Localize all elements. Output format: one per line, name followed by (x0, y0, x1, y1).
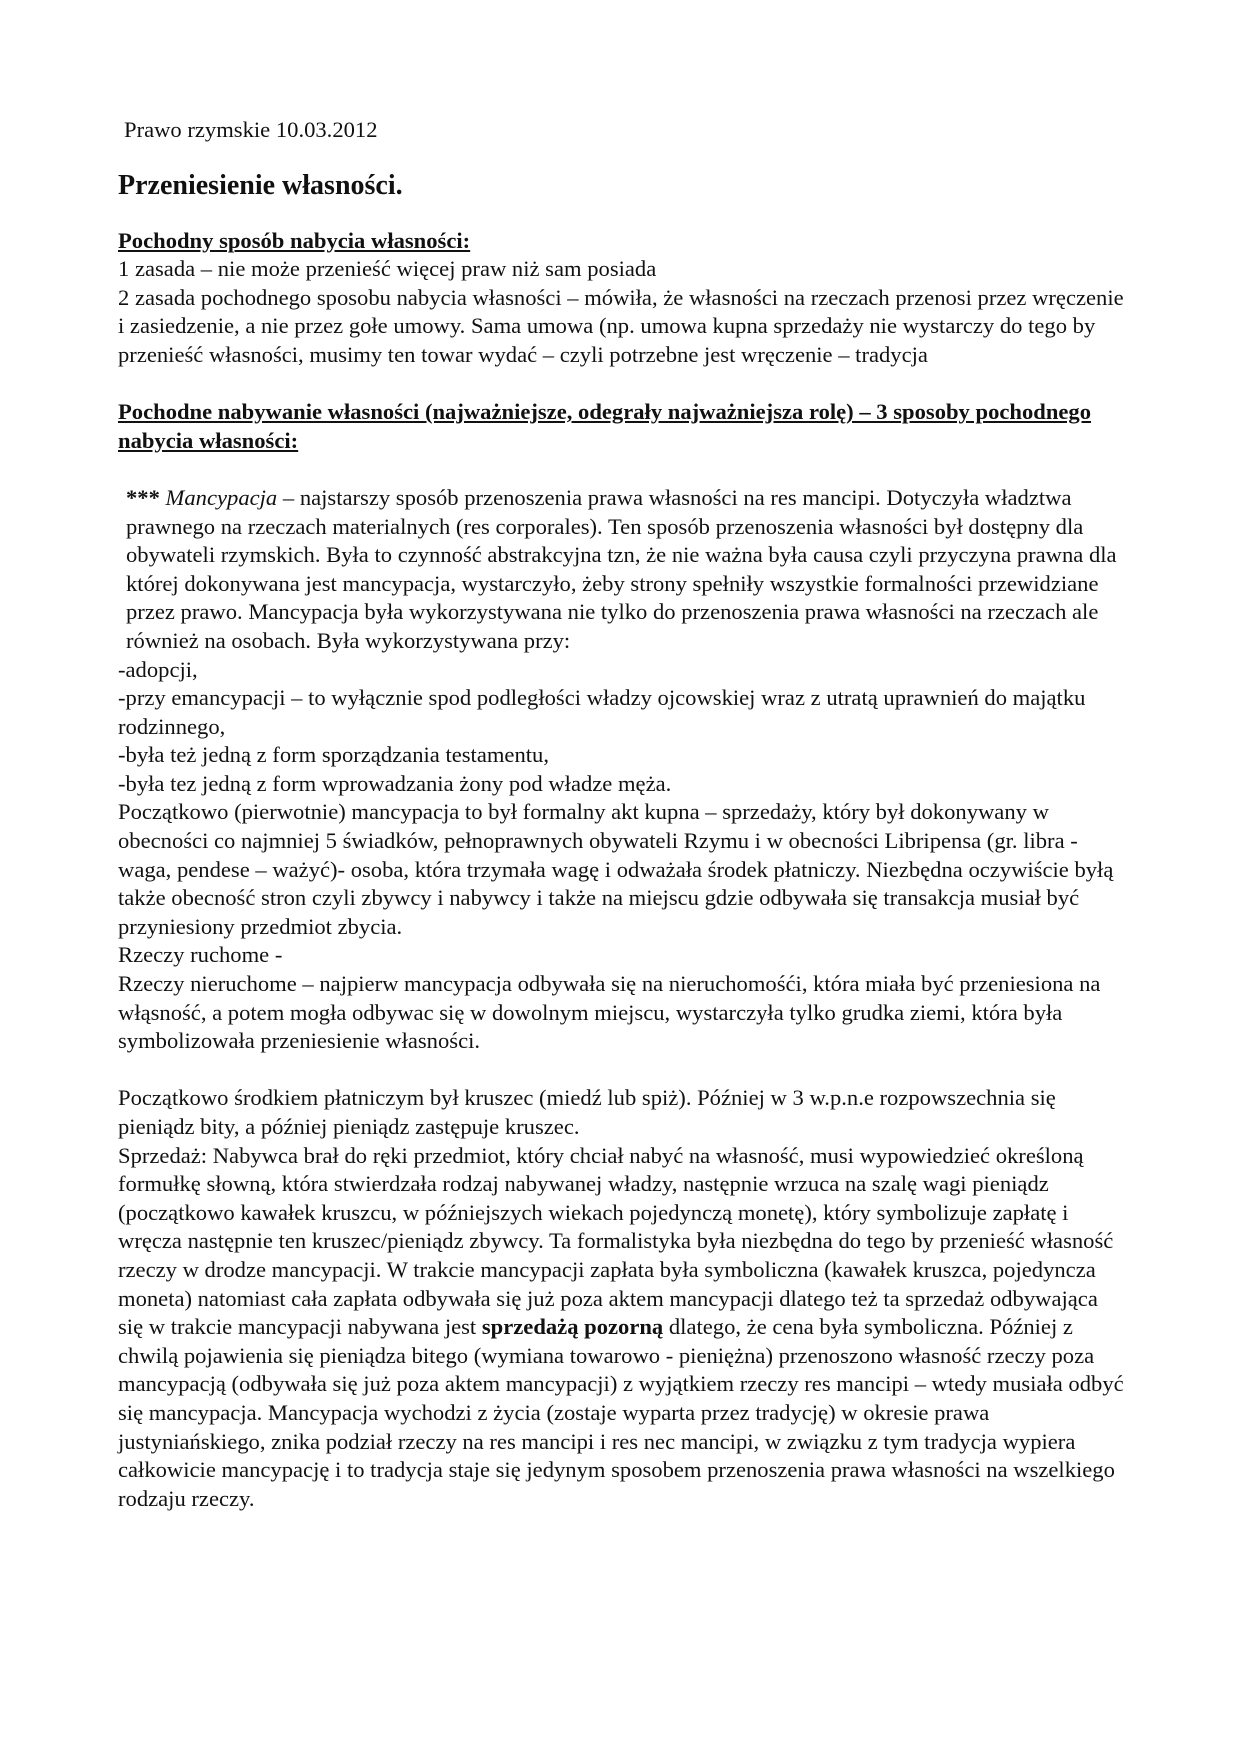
stars-marker: *** (126, 484, 160, 510)
spacer (118, 1056, 1128, 1085)
paragraph-payment-means: Początkowo środkiem płatniczym był kruszec (miedź lub spiż). Później w 3 w.p.n.e rozpowszechnia się pieniądz bity, a później pieniądz zastępuje kruszec. (118, 1085, 1056, 1139)
document-content (118, 116, 1128, 1513)
use-item-wife: -była tez jedną z form wprowadzania żony pod władze męża. (118, 770, 672, 796)
immovable-things: Rzeczy nieruchome – najpierw mancypacja odbywała się na nieruchomośći, która miała być przeniesiona na włąsność, a potem mogła odbywac się w dowolnym miejscu, wystarczyła tylko grudka ziemi, która była symbolizowała przeniesienie własności. (118, 971, 1101, 1054)
section-heading-derivative-acquisition: Pochodne nabywanie własności (najważniejsze, odegrały najważniejsza rolę) – 3 sposoby pochodnego nabycia własności: (118, 399, 1092, 453)
mancypacja-intro: – najstarszy sposób przenoszenia prawa własności na res mancipi. Dotyczyła władztwa prawnego na rzeczach materialnych (res corporales). Ten sposób przenoszenia własności był dostępny dla obywateli rzymskich. Była to czynność abstrakcyjna tzn, że nie ważna była causa czyli przyczyna prawna dla której dokonywana jest mancypacja, wystarczyło, żeby strony spełniły wszystkie formalności przewidziane przez prawo. Mancypacja była wykorzystywana nie tylko do przenoszenia prawa własności na rzeczach ale również na osobach. Była wykorzystywana przy: (126, 484, 1117, 653)
paragraph-initially: Początkowo (pierwotnie) mancypacja to był formalny akt kupna – sprzedaży, który był dokonywany w obecności co najmniej 5 świadków, pełnoprawnych obywateli Rzymu i w obecności Libripensa (gr. libra - waga, pendese – ważyć)- osoba, która trzymała wagę i odważała środek płatniczy. Niezbędna oczywiście byłą także obecność stron czyli zbywcy i nabywcy i także na miejscu gdzie odbywała się transakcja musiał być przyniesiony przedmiot zbycia. (118, 799, 1114, 939)
use-item-adoption: -adopcji, (118, 656, 198, 682)
rule-line-2: 2 zasada pochodnego sposobu nabycia własności – mówiła, że własności na rzeczach przenosi przez wręczenie i zasiedzenie, a nie przez gołe umowy. Sama umowa (np. umowa kupna sprzedaży nie wystarczy do tego by przenieść własności, musimy ten towar wydać – czyli potrzebne jest wręczenie – tradycja (118, 284, 1124, 367)
spacer (118, 370, 1128, 399)
document-header: Prawo rzymskie 10.03.2012 (124, 117, 378, 142)
paragraph-sale (118, 1142, 1128, 1514)
term-mancypacja: Mancypacja (165, 484, 278, 510)
sale-bold-apparent: sprzedażą pozorną (481, 1314, 664, 1340)
spacer (118, 455, 1128, 484)
rule-line-1: 1 zasada – nie może przenieść więcej praw niż sam posiada (118, 256, 657, 282)
sale-text-b: dlatego, że cena była symboliczna. Później z chwilą pojawienia się pieniądza bitego (wymiana towarowo - pieniężna) przenoszono własność rzeczy poza mancypacją (odbywała się już poza aktem mancypacji) z wyjątkiem rzeczy res mancipi – wtedy musiała odbyć się mancypacja. Mancypacja wychodzi z życia (zostaje wyparta przez tradycję) w okresie prawa justyniańskiego, znika podział rzeczy na res mancipi i res nec mancipi, w związku z tym tradycja wypiera całkowicie mancypację i to tradycja staje się jedynym sposobem przenoszenia prawa własności na wszelkiego rodzaju rzeczy. (118, 1314, 1124, 1511)
document-title: Przeniesienie własności. (118, 169, 403, 201)
use-item-emancipation: -przy emancypacji – to wyłącznie spod podległości władzy ojcowskiej wraz z utratą uprawnień do majątku rodzinnego, (118, 685, 1086, 739)
sale-text-a: Sprzedaż: Nabywca brał do ręki przedmiot, który chciał nabyć na własność, musi wypowiedzieć określoną formułkę słowną, która stwierdzała rodzaj nabywanej władzy, następnie wrzuca na szalę wagi pieniądz (początkowo kawałek kruszcu, w późniejszych wiekach pojedynczą monetę), który symbolizuje zapłatę i wręcza następnie ten kruszec/pieniądz zbywcy. Ta formalistyka była niezbędna do tego by przenieść własność rzeczy w drodze mancypacji. W trakcie mancypacji zapłata była symboliczna (kawałek kruszca, pojedyncza moneta) natomiast cała zapłata odbywała się już poza aktem mancypacji dlatego też ta sprzedaż odbywająca się w trakcie mancypacji nabywana jest (118, 1142, 1114, 1340)
use-item-testament: -była też jedną z form sporządzania testamentu, (118, 742, 549, 768)
section-heading-derivative-method: Pochodny sposób nabycia własności: (118, 227, 471, 253)
mancypacja-paragraph (126, 484, 1128, 656)
movable-things: Rzeczy ruchome - (118, 942, 283, 968)
